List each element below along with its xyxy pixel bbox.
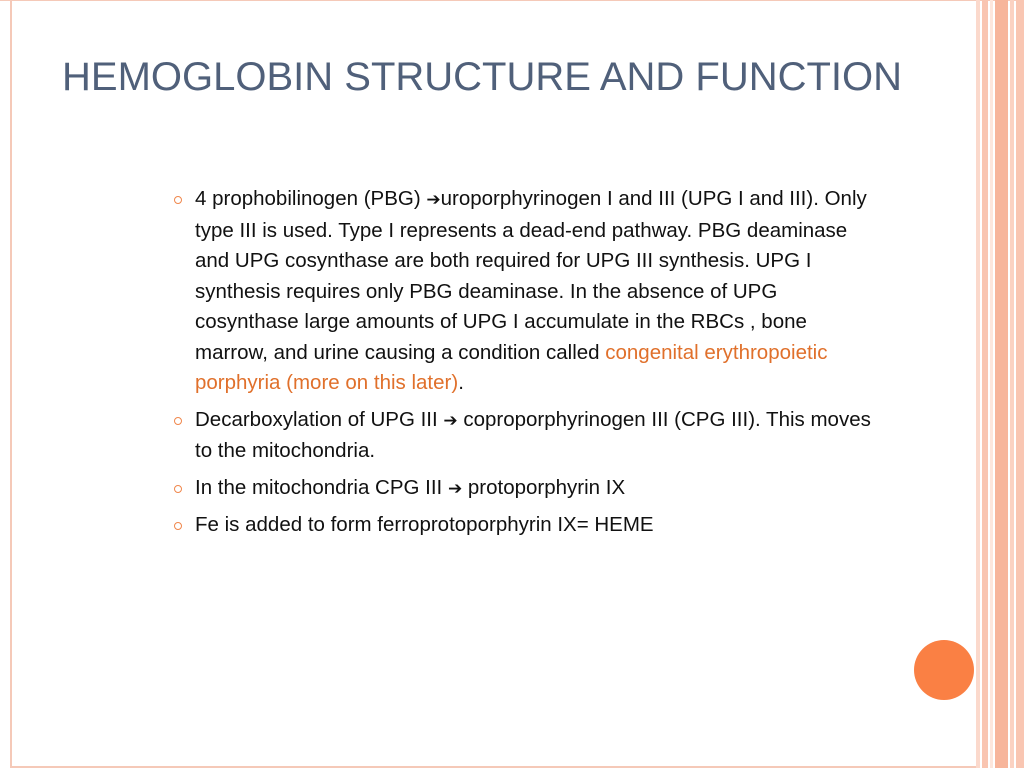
decor-stripe	[995, 0, 1008, 768]
slide-title: HEMOGLOBIN STRUCTURE AND FUNCTION	[62, 55, 903, 99]
bullet-circle-icon	[174, 522, 182, 530]
bullet-text: Decarboxylation of UPG III	[195, 407, 444, 431]
slide-border-top	[0, 0, 1024, 1]
arrow-right-icon: ➔	[426, 190, 441, 209]
decor-stripe	[982, 0, 988, 768]
bullet-circle-icon	[174, 485, 182, 493]
bullet-text: In the mitochondria CPG III	[195, 475, 448, 499]
decor-stripe	[1016, 0, 1024, 768]
bullet-circle-icon	[174, 196, 182, 204]
bullet-text: .	[458, 371, 464, 394]
bullet-item-2	[172, 405, 872, 467]
decor-stripe	[1010, 0, 1014, 768]
bullet-text: 4 prophobilinogen (PBG)	[195, 187, 427, 210]
bullet-item-3	[172, 473, 872, 505]
highlight-text: congenital erythropoietic porphyria (more on this later)	[195, 340, 828, 394]
bullet-text: Fe is added to form ferroprotoporphyrin IX= HEME	[195, 513, 654, 536]
arrow-right-icon: ➔	[447, 478, 463, 498]
bullet-item-1	[172, 184, 872, 399]
decor-stripe	[990, 0, 993, 768]
bullet-text: protoporphyrin IX	[462, 475, 626, 499]
bullet-text: coproporphyrinogen III (CPG III). This moves to the mitochondria.	[195, 407, 871, 462]
bullet-text: uroporphyrinogen I and III (UPG I and III). Only type III is used. Type I represents a dead-end pathway. PBG deaminase and UPG cosynthase are both required for UPG III synthesis. UPG I synthesis requires only PBG deaminase. In the absence of UPG cosynthase large amounts of UPG I accumulate in the RBCs , bone marrow, and urine causing a condition called	[195, 187, 867, 364]
bullet-item-4	[172, 510, 872, 541]
decor-circle	[914, 640, 974, 700]
arrow-right-icon: ➔	[443, 410, 458, 430]
decor-stripe	[976, 0, 980, 768]
bullet-list	[172, 184, 872, 547]
bullet-circle-icon	[174, 417, 182, 425]
slide-border-left	[10, 0, 12, 768]
